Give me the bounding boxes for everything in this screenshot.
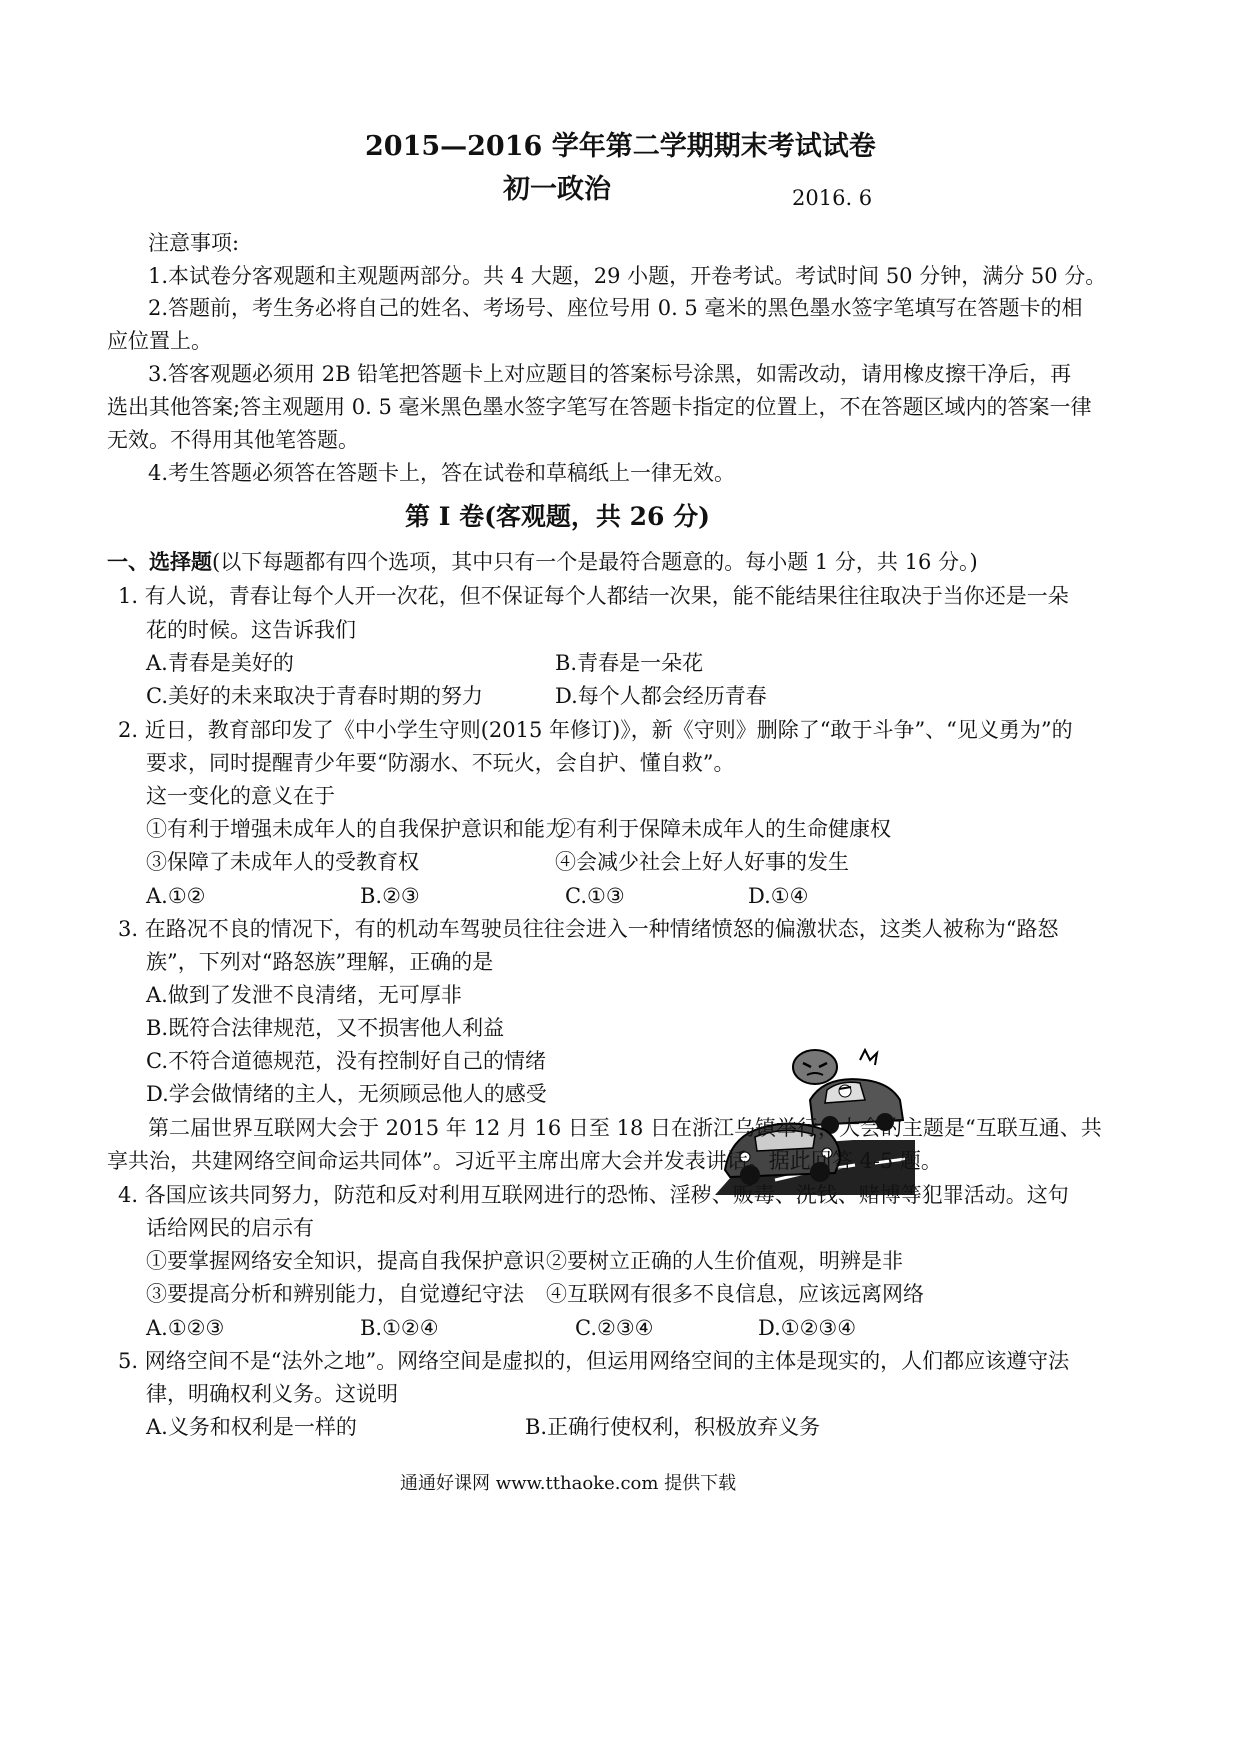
q4-stem-line-2: 话给网民的启示有 bbox=[146, 1216, 314, 1240]
exam-subject: 初一政治 bbox=[503, 174, 611, 205]
q2-statement-4: ④会减少社会上好人好事的发生 bbox=[555, 850, 849, 874]
q4-stem-line-1: 4. 各国应该共同努力，防范和反对利用互联网进行的恐怖、淫秽、贩毒、洗钱、赌博等犯罪活动。这句 bbox=[118, 1183, 1069, 1207]
note-4: 4.考生答题必须答在答题卡上，答在试卷和草稿纸上一律无效。 bbox=[148, 461, 736, 485]
q3-option-b: B.既符合法律规范，又不损害他人利益 bbox=[146, 1016, 505, 1040]
q4-option-d: D.①②③④ bbox=[758, 1316, 857, 1340]
q1-option-b: B.青春是一朵花 bbox=[555, 651, 704, 675]
q2-statement-2: ②有利于保障未成年人的生命健康权 bbox=[555, 817, 891, 841]
q1-option-d: D.每个人都会经历青春 bbox=[555, 684, 767, 708]
notes-heading: 注意事项: bbox=[148, 231, 240, 255]
q1-option-a: A.青春是美好的 bbox=[146, 651, 294, 675]
q3-option-c: C.不符合道德规范，没有控制好自己的情绪 bbox=[146, 1049, 546, 1073]
note-3-line-1: 3.答客观题必须用 2B 铅笔把答题卡上对应题目的答案标号涂黑，如需改动，请用橡皮擦干净后，再 bbox=[148, 362, 1072, 386]
q4-statement-3: ③要提高分析和辨别能力，自觉遵纪守法 bbox=[146, 1282, 524, 1306]
section-instruction-label: 一、选择题 bbox=[107, 549, 212, 574]
q5-option-b: B.正确行使权利，积极放弃义务 bbox=[525, 1415, 821, 1439]
q4-option-a: A.①②③ bbox=[146, 1316, 225, 1340]
q2-option-a: A.①② bbox=[146, 884, 206, 908]
q2-option-c: C.①③ bbox=[565, 884, 625, 908]
q4-statement-1: ①要掌握网络安全知识，提高自我保护意识 bbox=[146, 1249, 545, 1273]
note-3-line-3: 无效。不得用其他笔答题。 bbox=[107, 428, 359, 452]
exam-title: 2015—2016 学年第二学期期末考试试卷 bbox=[365, 131, 876, 162]
passage-line-1: 第二届世界互联网大会于 2015 年 12 月 16 日至 18 日在浙江乌镇举行，大会的主题是“互联互通、共 bbox=[148, 1116, 1102, 1140]
passage-line-2: 享共治，共建网络空间命运共同体”。习近平主席出席大会并发表讲话。据此回答 4-5 题。 bbox=[107, 1149, 942, 1173]
q2-stem-line-3: 这一变化的意义在于 bbox=[146, 784, 335, 808]
q2-option-d: D.①④ bbox=[748, 884, 809, 908]
note-1: 1.本试卷分客观题和主观题两部分。共 4 大题，29 小题，开卷考试。考试时间 50 分钟，满分 50 分。 bbox=[148, 264, 1107, 288]
note-3-line-2: 选出其他答案;答主观题用 0. 5 毫米黑色墨水签字笔写在答题卡指定的位置上，不在答题区域内的答案一律 bbox=[107, 395, 1092, 419]
q1-stem-line-2: 花的时候。这告诉我们 bbox=[146, 618, 356, 642]
section-instruction bbox=[107, 548, 978, 576]
q1-stem-line-1: 1. 有人说，青春让每个人开一次花，但不保证每个人都结一次果，能不能结果往往取决于当你还是一朵 bbox=[118, 584, 1069, 608]
q2-stem-line-1: 2. 近日，教育部印发了《中小学生守则(2015 年修订)》，新《守则》删除了“敢于斗争”、“见义勇为”的 bbox=[118, 718, 1073, 742]
q2-statement-1: ①有利于增强未成年人的自我保护意识和能力 bbox=[146, 817, 566, 841]
q4-statement-2: ②要树立正确的人生价值观，明辨是非 bbox=[546, 1249, 903, 1273]
q5-stem-line-2: 律，明确权利义务。这说明 bbox=[146, 1382, 398, 1406]
q2-stem-line-2: 要求，同时提醒青少年要“防溺水、不玩火，会自护、懂自救”。 bbox=[146, 751, 735, 775]
note-2-line-2: 应位置上。 bbox=[107, 329, 212, 353]
q2-option-b: B.②③ bbox=[360, 884, 420, 908]
q4-option-c: C.②③④ bbox=[575, 1316, 654, 1340]
q3-option-d: D.学会做情绪的主人，无须顾忌他人的感受 bbox=[146, 1082, 547, 1106]
q3-stem-line-2: 族”，下列对“路怒族”理解，正确的是 bbox=[146, 950, 494, 974]
note-2-line-1: 2.答题前，考生务必将自己的姓名、考场号、座位号用 0. 5 毫米的黑色墨水签字笔填写在答题卡的相 bbox=[148, 296, 1083, 320]
q5-option-a: A.义务和权利是一样的 bbox=[146, 1415, 357, 1439]
q4-option-b: B.①②④ bbox=[360, 1316, 439, 1340]
q2-statement-3: ③保障了未成年人的受教育权 bbox=[146, 850, 419, 874]
q3-option-a: A.做到了发泄不良清绪，无可厚非 bbox=[146, 983, 462, 1007]
exam-date: 2016. 6 bbox=[792, 186, 873, 210]
section-title: 第 I 卷(客观题，共 26 分) bbox=[405, 502, 710, 531]
footer-source: 通通好课网 www.tthaoke.com 提供下载 bbox=[400, 1473, 737, 1494]
section-instruction-text: (以下每题都有四个选项，其中只有一个是最符合题意的。每小题 1 分，共 16 分。) bbox=[212, 550, 978, 574]
q5-stem-line-1: 5. 网络空间不是“法外之地”。网络空间是虚拟的，但运用网络空间的主体是现实的，人们都应该遵守法 bbox=[118, 1349, 1070, 1373]
q4-statement-4: ④互联网有很多不良信息，应该远离网络 bbox=[546, 1282, 924, 1306]
q3-stem-line-1: 3. 在路况不良的情况下，有的机动车驾驶员往往会进入一种情绪愤怒的偏激状态，这类人被称为“路怒 bbox=[118, 917, 1059, 941]
q1-option-c: C.美好的未来取决于青春时期的努力 bbox=[146, 684, 483, 708]
